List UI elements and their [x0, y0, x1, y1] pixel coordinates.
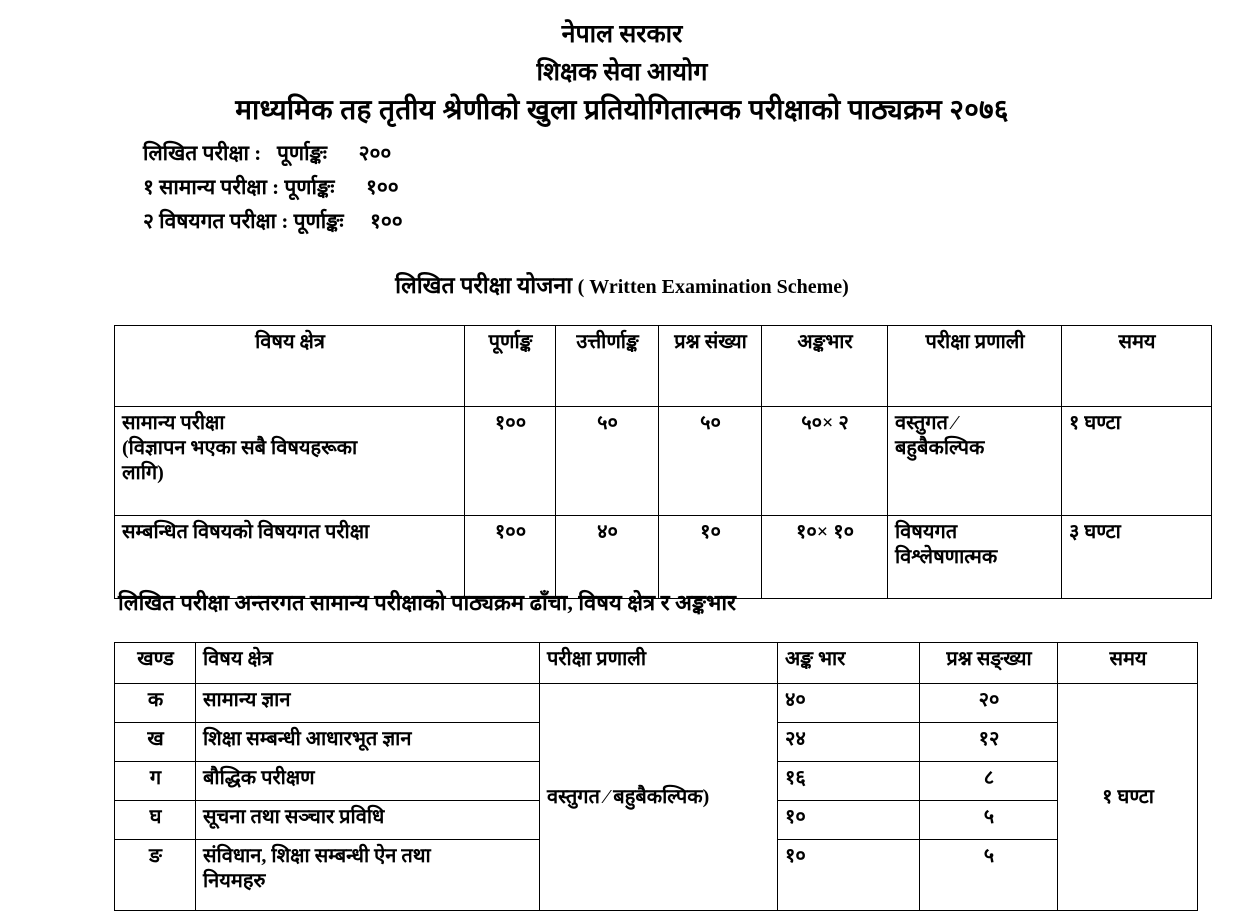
written-exam-scheme-title: [0, 268, 1244, 300]
cell-subject-area: सामान्य ज्ञान: [196, 684, 540, 723]
cell-marks-weight: १०: [778, 840, 920, 911]
cell-question-count: ५: [920, 840, 1058, 911]
scheme-title-english: ( Written Examination Scheme): [577, 276, 849, 298]
column-header-weightage: अङ्कभार: [762, 326, 888, 407]
exam-info-label: लिखित परीक्षा :: [143, 141, 262, 165]
exam-info-line-subjective: [143, 211, 403, 232]
table-header-row: [115, 643, 1198, 684]
cell-exam-system-merged: वस्तुगत ⁄ बहुबैकल्पिक): [540, 684, 778, 911]
subject-line: नियमहरु: [203, 869, 266, 892]
written-exam-scheme-table: [114, 325, 1212, 599]
column-header-subject-area: विषय क्षेत्र: [115, 326, 465, 407]
exam-system-line: वस्तुगत ⁄: [895, 412, 957, 434]
column-header-question-count: प्रश्न सङ्ख्या: [920, 643, 1058, 684]
government-heading: नेपाल सरकार: [561, 21, 683, 48]
exam-info-fullmarks-label: पूर्णाङ्कः: [276, 141, 328, 165]
exam-info-fullmarks-label: पूर्णाङ्कः: [284, 175, 335, 199]
cell-pass-marks: ५०: [556, 407, 659, 516]
cell-subject-area: [196, 840, 540, 911]
subject-line: लागि): [122, 461, 164, 484]
exam-info-label: १ सामान्य परीक्षा :: [143, 175, 280, 199]
general-exam-structure-table: [114, 642, 1198, 911]
exam-info-line-written: [143, 143, 391, 164]
cell-full-marks: १००: [465, 407, 556, 516]
exam-info-label: २ विषयगत परीक्षा :: [143, 209, 289, 233]
cell-marks-weight: २४: [778, 723, 920, 762]
exam-system-line: विश्लेषणात्मक: [895, 545, 998, 568]
document-title: माध्यमिक तह तृतीय श्रेणीको खुला प्रतियोगितात्मक परीक्षाको पाठ्यक्रम २०७६: [235, 95, 1009, 126]
column-header-time: समय: [1062, 326, 1212, 407]
subject-line: संविधान, शिक्षा सम्बन्धी ऐन तथा: [203, 845, 431, 867]
cell-marks-weight: १०: [778, 801, 920, 840]
subject-line: सामान्य परीक्षा: [122, 412, 225, 434]
cell-subject-area: [115, 407, 465, 516]
cell-question-count: १०: [659, 516, 762, 599]
column-header-time: समय: [1058, 643, 1198, 684]
cell-subject-area: बौद्धिक परीक्षण: [196, 762, 540, 801]
exam-info-value: १००: [369, 209, 403, 233]
cell-section: घ: [115, 801, 196, 840]
general-exam-note: लिखित परीक्षा अन्तरगत सामान्य परीक्षाको पाठ्यक्रम ढाँचा, विषय क्षेत्र र अङ्कभार: [118, 590, 737, 615]
cell-question-count: ५: [920, 801, 1058, 840]
column-header-full-marks: पूर्णाङ्क: [465, 326, 556, 407]
cell-weightage: १०× १०: [762, 516, 888, 599]
cell-section: ङ: [115, 840, 196, 911]
table-row: [115, 407, 1212, 516]
cell-marks-weight: १६: [778, 762, 920, 801]
cell-question-count: ५०: [659, 407, 762, 516]
cell-section: क: [115, 684, 196, 723]
cell-exam-system: [888, 516, 1062, 599]
cell-weightage: ५०× २: [762, 407, 888, 516]
table-row: [115, 684, 1198, 723]
column-header-exam-system: परीक्षा प्रणाली: [540, 643, 778, 684]
exam-info-line-general: [143, 177, 399, 198]
subject-line: सम्बन्धित विषयको विषयगत परीक्षा: [122, 521, 370, 543]
table-header-row: [115, 326, 1212, 407]
exam-info-value: १००: [365, 175, 399, 199]
cell-exam-system: [888, 407, 1062, 516]
exam-info-value: २००: [358, 141, 392, 165]
exam-info-fullmarks-label: पूर्णाङ्कः: [293, 209, 344, 233]
cell-full-marks: १००: [465, 516, 556, 599]
cell-time: ३ घण्टा: [1062, 516, 1212, 599]
cell-question-count: ८: [920, 762, 1058, 801]
subject-line: (विज्ञापन भएका सबै विषयहरूका: [122, 436, 358, 459]
column-header-subject-area: विषय क्षेत्र: [196, 643, 540, 684]
cell-section: ग: [115, 762, 196, 801]
exam-system-line: विषयगत: [895, 521, 958, 543]
scheme-title-nepali: लिखित परीक्षा योजना: [395, 273, 573, 298]
cell-marks-weight: ४०: [778, 684, 920, 723]
cell-section: ख: [115, 723, 196, 762]
commission-heading: शिक्षक सेवा आयोग: [536, 59, 708, 86]
cell-subject-area: सूचना तथा सञ्चार प्रविधि: [196, 801, 540, 840]
cell-question-count: २०: [920, 684, 1058, 723]
column-header-question-count: प्रश्न संख्या: [659, 326, 762, 407]
cell-pass-marks: ४०: [556, 516, 659, 599]
cell-subject-area: शिक्षा सम्बन्धी आधारभूत ज्ञान: [196, 723, 540, 762]
column-header-section: खण्ड: [115, 643, 196, 684]
exam-system-line: बहुबैकल्पिक: [895, 436, 985, 459]
column-header-pass-marks: उत्तीर्णाङ्क: [556, 326, 659, 407]
cell-time: १ घण्टा: [1062, 407, 1212, 516]
cell-question-count: १२: [920, 723, 1058, 762]
column-header-marks-weight: अङ्क भार: [778, 643, 920, 684]
cell-time-merged: १ घण्टा: [1058, 684, 1198, 911]
column-header-exam-system: परीक्षा प्रणाली: [888, 326, 1062, 407]
